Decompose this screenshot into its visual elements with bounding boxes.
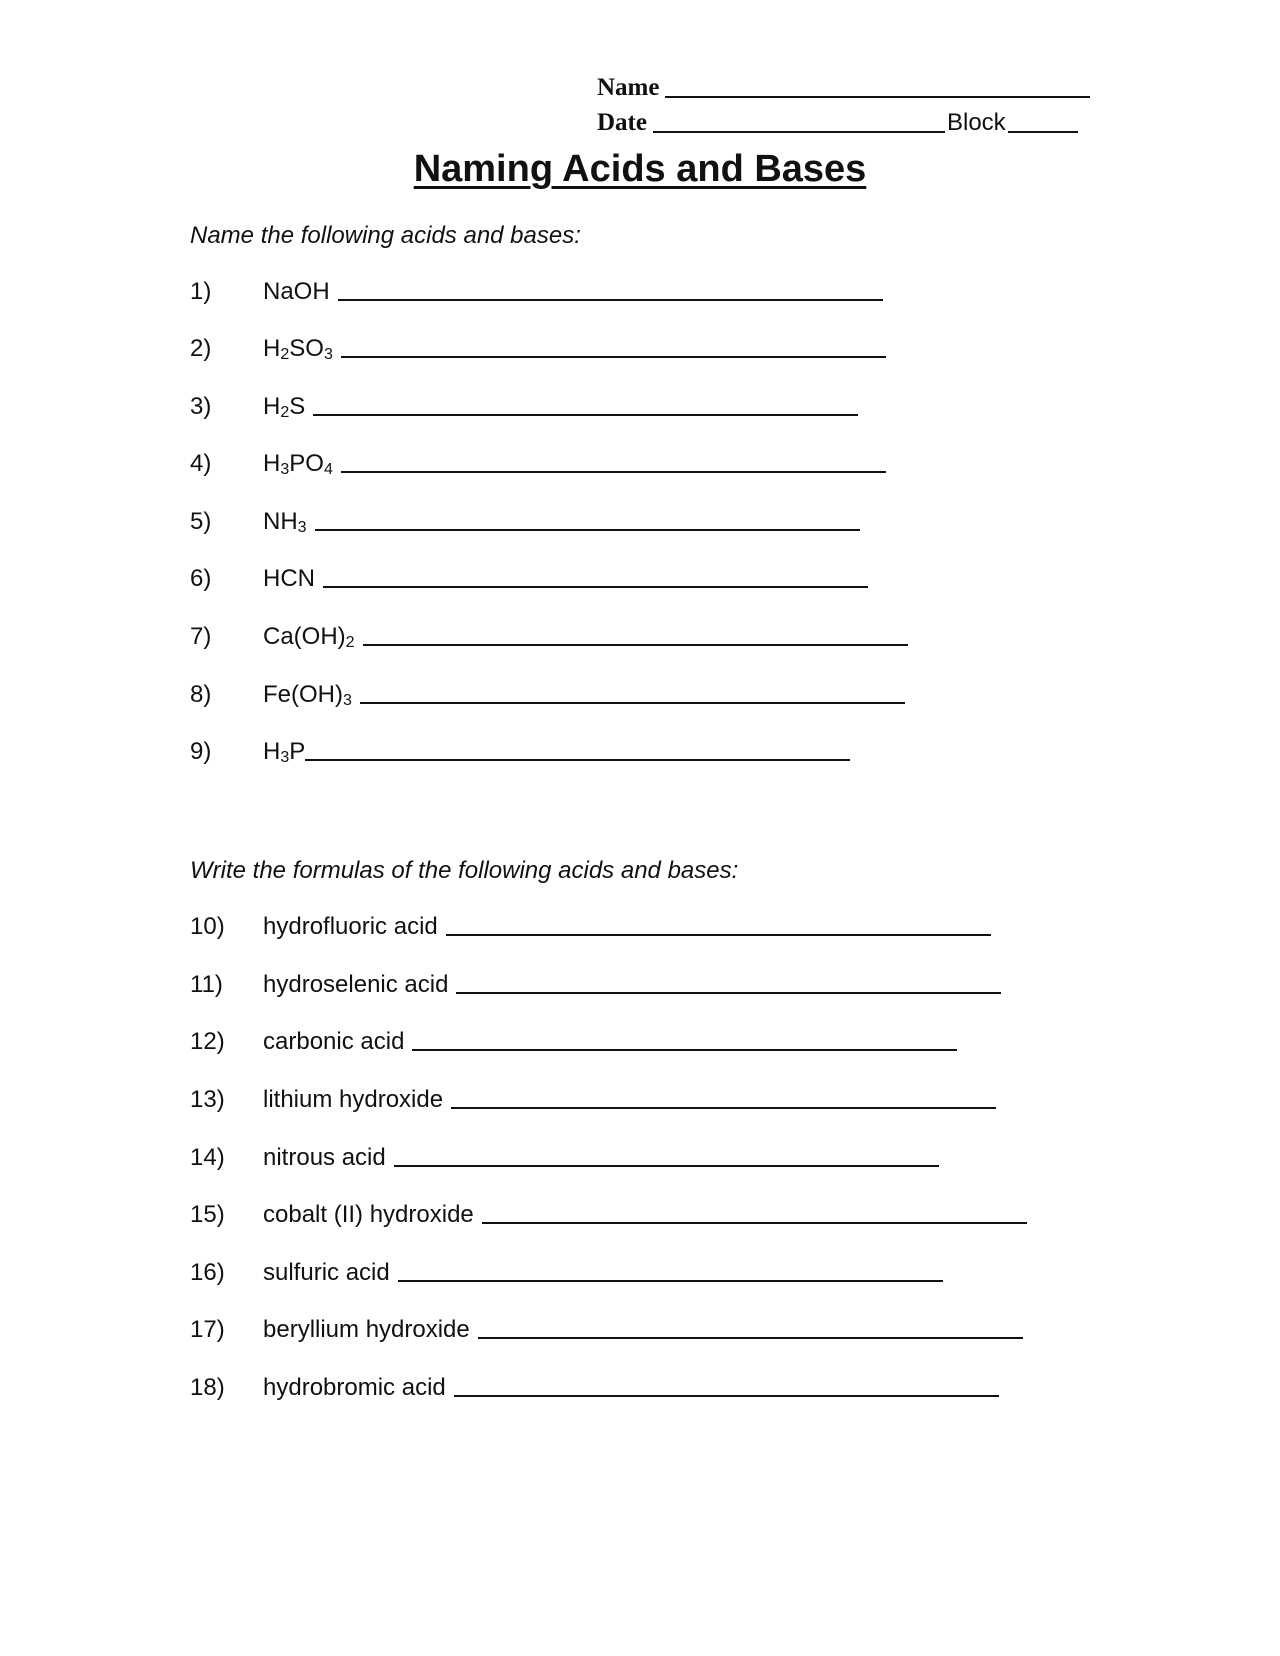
question-number: 4) bbox=[190, 450, 212, 477]
question-18 bbox=[190, 1370, 999, 1402]
formula: NaOH bbox=[263, 278, 330, 305]
answer-blank[interactable] bbox=[338, 299, 883, 301]
question-number: 3) bbox=[190, 393, 212, 420]
question-number: 18) bbox=[190, 1374, 225, 1401]
prompt-text: beryllium hydroxide bbox=[263, 1316, 470, 1343]
section2-instruction: Write the formulas of the following acids and bases: bbox=[190, 857, 739, 884]
block-label: Block bbox=[946, 109, 1006, 136]
prompt-text: lithium hydroxide bbox=[263, 1086, 444, 1113]
question-10 bbox=[190, 909, 991, 941]
answer-blank[interactable] bbox=[456, 992, 1001, 994]
question-number: 7) bbox=[190, 623, 212, 650]
answer-blank[interactable] bbox=[482, 1222, 1027, 1224]
prompt-text: hydroselenic acid bbox=[263, 971, 449, 998]
name-label: Name bbox=[597, 74, 660, 101]
question-number: 15) bbox=[190, 1201, 225, 1228]
answer-blank[interactable] bbox=[412, 1049, 957, 1051]
name-row bbox=[597, 74, 1090, 102]
formula: $H_2SO_3$ bbox=[263, 335, 333, 363]
date-label: Date bbox=[597, 109, 647, 136]
answer-blank[interactable] bbox=[478, 1337, 1023, 1339]
formula: $Fe(OH)_3$ bbox=[263, 681, 352, 709]
answer-blank[interactable] bbox=[323, 586, 868, 588]
question-15 bbox=[190, 1197, 1027, 1229]
question-13 bbox=[190, 1082, 996, 1114]
question-number: 16) bbox=[190, 1259, 225, 1286]
formula: $H_3P$ bbox=[263, 738, 306, 766]
answer-blank[interactable] bbox=[398, 1280, 943, 1282]
answer-blank[interactable] bbox=[315, 529, 860, 531]
answer-blank[interactable] bbox=[305, 759, 850, 761]
formula: $Ca(OH)_2$ bbox=[263, 623, 355, 651]
answer-blank[interactable] bbox=[341, 356, 886, 358]
answer-blank[interactable] bbox=[446, 934, 991, 936]
page-title: Naming Acids and Bases bbox=[413, 148, 867, 190]
question-number: 5) bbox=[190, 508, 212, 535]
question-11 bbox=[190, 967, 1001, 999]
answer-blank[interactable] bbox=[313, 414, 858, 416]
question-17 bbox=[190, 1312, 1023, 1344]
question-6 bbox=[190, 561, 868, 593]
answer-blank[interactable] bbox=[360, 702, 905, 704]
question-number: 6) bbox=[190, 565, 212, 592]
question-1 bbox=[190, 274, 883, 306]
answer-blank[interactable] bbox=[454, 1395, 999, 1397]
question-number: 17) bbox=[190, 1316, 225, 1343]
name-field[interactable] bbox=[665, 96, 1090, 98]
answer-blank[interactable] bbox=[394, 1165, 939, 1167]
prompt-text: carbonic acid bbox=[263, 1028, 405, 1055]
prompt-text: cobalt (II) hydroxide bbox=[263, 1201, 474, 1228]
date-field[interactable] bbox=[653, 131, 945, 133]
formula: $H_2S$ bbox=[263, 393, 306, 421]
question-number: 9) bbox=[190, 738, 212, 765]
question-number: 1) bbox=[190, 278, 212, 305]
prompt-text: nitrous acid bbox=[263, 1144, 386, 1171]
formula: HCN bbox=[263, 565, 315, 592]
question-7 bbox=[190, 619, 908, 651]
question-number: 14) bbox=[190, 1144, 225, 1171]
question-2 bbox=[190, 331, 886, 363]
formula: $NH_3$ bbox=[263, 508, 307, 536]
question-3 bbox=[190, 389, 858, 421]
question-16 bbox=[190, 1255, 943, 1287]
question-number: 11) bbox=[190, 971, 223, 998]
section1-instruction: Name the following acids and bases: bbox=[190, 222, 581, 249]
question-12 bbox=[190, 1024, 957, 1056]
question-number: 13) bbox=[190, 1086, 225, 1113]
question-4 bbox=[190, 446, 886, 478]
block-field[interactable] bbox=[1008, 131, 1078, 133]
question-9 bbox=[190, 734, 850, 766]
answer-blank[interactable] bbox=[451, 1107, 996, 1109]
question-5 bbox=[190, 504, 860, 536]
question-8 bbox=[190, 677, 905, 709]
question-number: 8) bbox=[190, 681, 212, 708]
answer-blank[interactable] bbox=[341, 471, 886, 473]
date-row bbox=[597, 109, 1078, 137]
answer-blank[interactable] bbox=[363, 644, 908, 646]
question-number: 10) bbox=[190, 913, 225, 940]
question-14 bbox=[190, 1140, 939, 1172]
question-number: 2) bbox=[190, 335, 212, 362]
prompt-text: hydrofluoric acid bbox=[263, 913, 438, 940]
question-number: 12) bbox=[190, 1028, 225, 1055]
prompt-text: hydrobromic acid bbox=[263, 1374, 446, 1401]
formula: $H_3PO_4$ bbox=[263, 450, 333, 478]
prompt-text: sulfuric acid bbox=[263, 1259, 390, 1286]
